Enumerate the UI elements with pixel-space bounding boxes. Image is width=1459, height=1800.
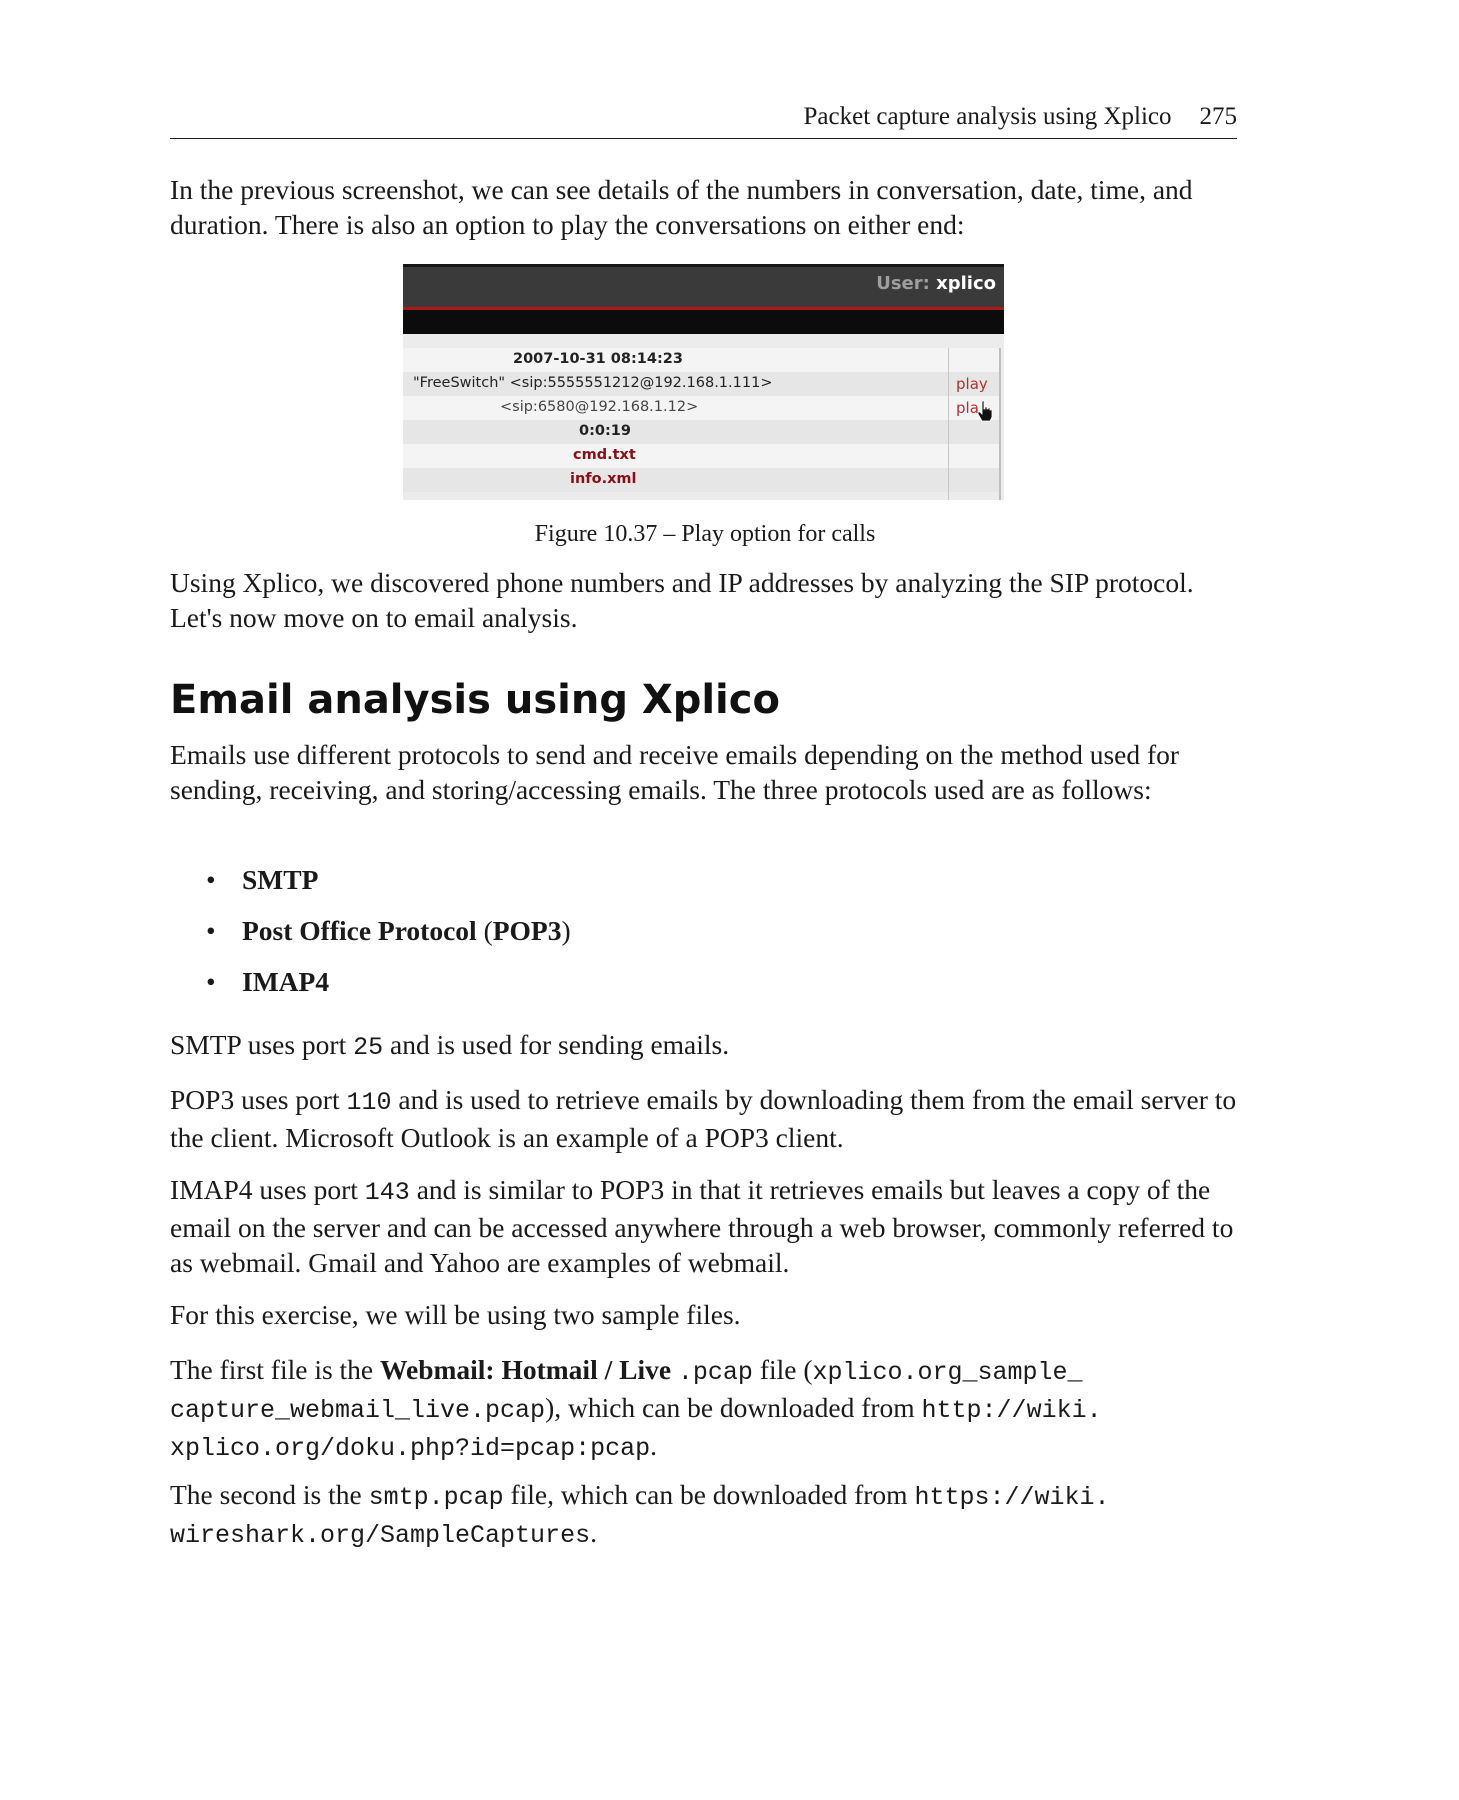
call-duration: 0:0:19 xyxy=(579,423,631,439)
smtp-port: 25 xyxy=(353,1033,384,1062)
first-file-paragraph: The first file is the Webmail: Hotmail / Live .pcap file (xplico.org_sample_ capture_webmail_live.pcap), which can be downloaded from http://wiki. xplico.org/doku.php?id=pcap:pcap. xyxy=(170,1354,1102,1463)
callee-sip: <sip:6580@192.168.1.12> xyxy=(500,399,699,415)
pop3-name: Post Office Protocol xyxy=(242,915,477,946)
table-row xyxy=(403,348,999,372)
running-title: Packet capture analysis using Xplico xyxy=(803,103,1172,130)
table-column-divider xyxy=(948,348,949,500)
section-heading: Email analysis using Xplico xyxy=(170,677,780,723)
hand-cursor-icon xyxy=(977,400,993,422)
cmd-file-link[interactable]: cmd.txt xyxy=(573,447,636,463)
figure-menu-bar xyxy=(403,310,1004,334)
email-intro-paragraph: Emails use different protocols to send and receive emails depending on the method used for sending, receiving, and storing/accessing emails. The three protocols used are as follows: xyxy=(170,739,1180,805)
xplico-wiki-url[interactable]: http://wiki. xyxy=(921,1396,1102,1425)
imap-item: IMAP4 xyxy=(242,966,330,997)
imap-paragraph: IMAP4 uses port 143 and is similar to POP3 in that it retrieves emails but leaves a copy of the email on the server and can be accessed anywhere through a web browser, commonly referred to as webmail. Gmail and Yahoo are examples of webmail. xyxy=(170,1174,1234,1278)
imap-port: 143 xyxy=(364,1178,410,1207)
second-sample-filename: smtp.pcap xyxy=(368,1483,504,1512)
table-row xyxy=(403,444,999,468)
xplico-call-screenshot xyxy=(403,264,1004,500)
wireshark-wiki-url[interactable]: https://wiki. xyxy=(914,1483,1110,1512)
protocol-list xyxy=(170,862,1240,1015)
play-callee-link[interactable]: pla xyxy=(956,399,979,417)
figure-top-bar xyxy=(403,264,1004,307)
play-caller-link[interactable]: play xyxy=(956,375,988,393)
list-item: • SMTP xyxy=(206,864,319,895)
call-details-table xyxy=(403,348,999,500)
figure-user-info xyxy=(876,273,996,294)
caller-sip: "FreeSwitch" <sip:5555551212@192.168.1.111> xyxy=(413,375,773,391)
intro-paragraph: In the previous screenshot, we can see details of the numbers in conversation, date, time, and duration. There is also an option to play the conversations on either end: xyxy=(170,174,1193,240)
info-file-link[interactable]: info.xml xyxy=(570,471,637,487)
call-date: 2007-10-31 08:14:23 xyxy=(513,351,683,367)
second-file-paragraph: The second is the smtp.pcap file, which can be downloaded from https://wiki. wireshark.org/SampleCaptures. xyxy=(170,1479,1110,1550)
smtp-paragraph: SMTP uses port 25 and is used for sending emails. xyxy=(170,1029,730,1062)
table-right-border xyxy=(999,348,1001,500)
pop3-port: 110 xyxy=(346,1088,392,1117)
table-row xyxy=(403,468,999,492)
user-name: xplico xyxy=(936,273,996,294)
table-row xyxy=(403,396,999,420)
list-item: • IMAP4 xyxy=(206,966,330,997)
webmail-sample-name: Webmail: Hotmail / Live xyxy=(380,1354,672,1385)
table-row xyxy=(403,420,999,444)
smtp-item: SMTP xyxy=(242,864,319,895)
after-figure-paragraph: Using Xplico, we discovered phone numbers and IP addresses by analyzing the SIP protocol. Let's now move on to email analysis. xyxy=(170,567,1194,633)
exercise-paragraph: For this exercise, we will be using two sample files. xyxy=(170,1299,741,1330)
page-number: 275 xyxy=(1199,103,1237,130)
table-row xyxy=(403,372,999,396)
pop3-abbr: POP3 xyxy=(492,915,562,946)
pop3-paragraph: POP3 uses port 110 and is used to retrieve emails by downloading them from the email server to the client. Microsoft Outlook is an example of a POP3 client. xyxy=(170,1084,1237,1153)
figure-caption: Figure 10.37 – Play option for calls xyxy=(534,521,876,547)
user-label: User: xyxy=(876,273,930,294)
first-sample-filename: xplico.org_sample_ xyxy=(812,1358,1083,1387)
running-header xyxy=(170,96,1237,139)
list-item: • Post Office Protocol (POP3) xyxy=(206,915,571,946)
